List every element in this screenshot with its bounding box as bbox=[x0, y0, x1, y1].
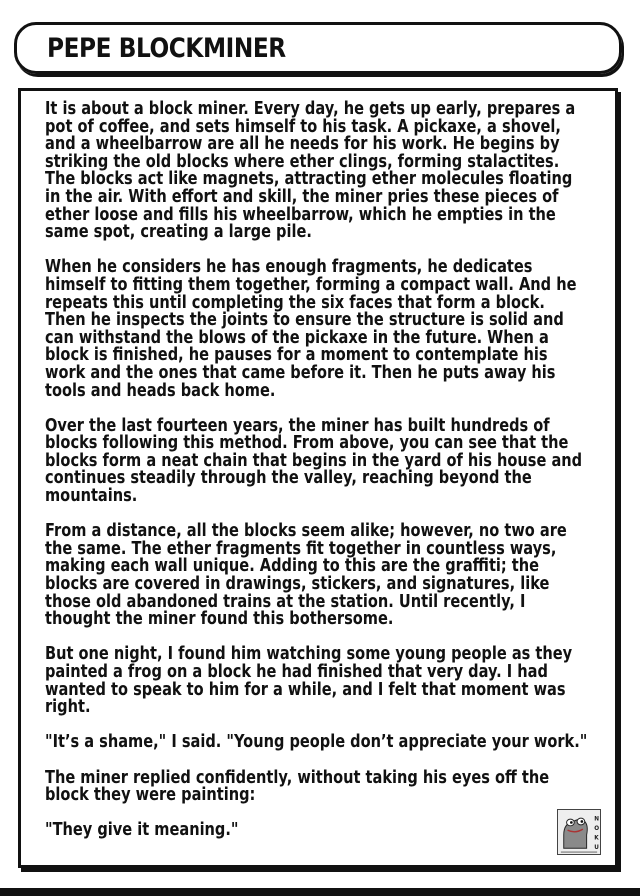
title-banner bbox=[14, 22, 622, 74]
story-paragraph-8: "They give it meaning." bbox=[45, 820, 239, 841]
bottom-border bbox=[0, 888, 640, 896]
story-paragraph-6: "It’s a shame," I said. "Young people don’t appreciate your work." bbox=[45, 732, 588, 753]
frog-artist-logo-icon bbox=[557, 809, 601, 855]
story-panel bbox=[18, 88, 618, 868]
svg-text:N: N bbox=[594, 816, 600, 823]
svg-text:O: O bbox=[594, 826, 600, 833]
frog-logo-drawing bbox=[558, 810, 600, 854]
svg-text:K: K bbox=[594, 835, 599, 842]
svg-text:U: U bbox=[594, 845, 599, 852]
story-paragraph-2: When he considers he has enough fragments, he dedicates himself to fitting them together, forming a compact wall. And he repeats this until completing the six faces that form a block. Then he inspects the joints to ensure the structure is solid and can withstand the blows of the pickaxe in the future. When a block is finished, he pauses for a moment to contemplate his work and the ones that came before it. Then he puts away his tools and heads back home. bbox=[45, 257, 577, 401]
story-paragraph-3: Over the last fourteen years, the miner has built hundreds of blocks following this method. From above, you can see that the blocks form a neat chain that begins in the yard of his house and continues steadily through the valley, reaching beyond the mountains. bbox=[45, 415, 583, 507]
story-paragraph-5: But one night, I found him watching some young people as they painted a frog on a block he had finished that very day. I had wanted to speak to him for a while, and I felt that moment was right. bbox=[45, 644, 573, 718]
story-paragraph-1: It is about a block miner. Every day, he gets up early, prepares a pot of coffee, and sets himself to his task. A pickaxe, a shovel, and a wheelbarrow are all he needs for his work. He begins by striking the old blocks where ether clings, forming stalactites. The blocks act like magnets, attracting ether molecules floating in the air. With effort and skill, the miner pries these pieces of ether loose and fills his wheelbarrow, which he empties in the same spot, creating a large pile. bbox=[45, 99, 576, 243]
story-paragraph-7: The miner replied confidently, without taking his eyes off the block they were painting: bbox=[45, 767, 550, 806]
page-title: PEPE BLOCKMINER bbox=[47, 33, 286, 64]
story-text bbox=[45, 101, 590, 858]
story-paragraph-4: From a distance, all the blocks seem alike; however, no two are the same. The ether fragments fit together in countless ways, making each wall unique. Adding to this are the graffiti; the blocks are covered in drawings, stickers, and signatures, like those old abandoned trains at the station. Until recently, I thought the miner found this bothersome. bbox=[45, 521, 567, 630]
